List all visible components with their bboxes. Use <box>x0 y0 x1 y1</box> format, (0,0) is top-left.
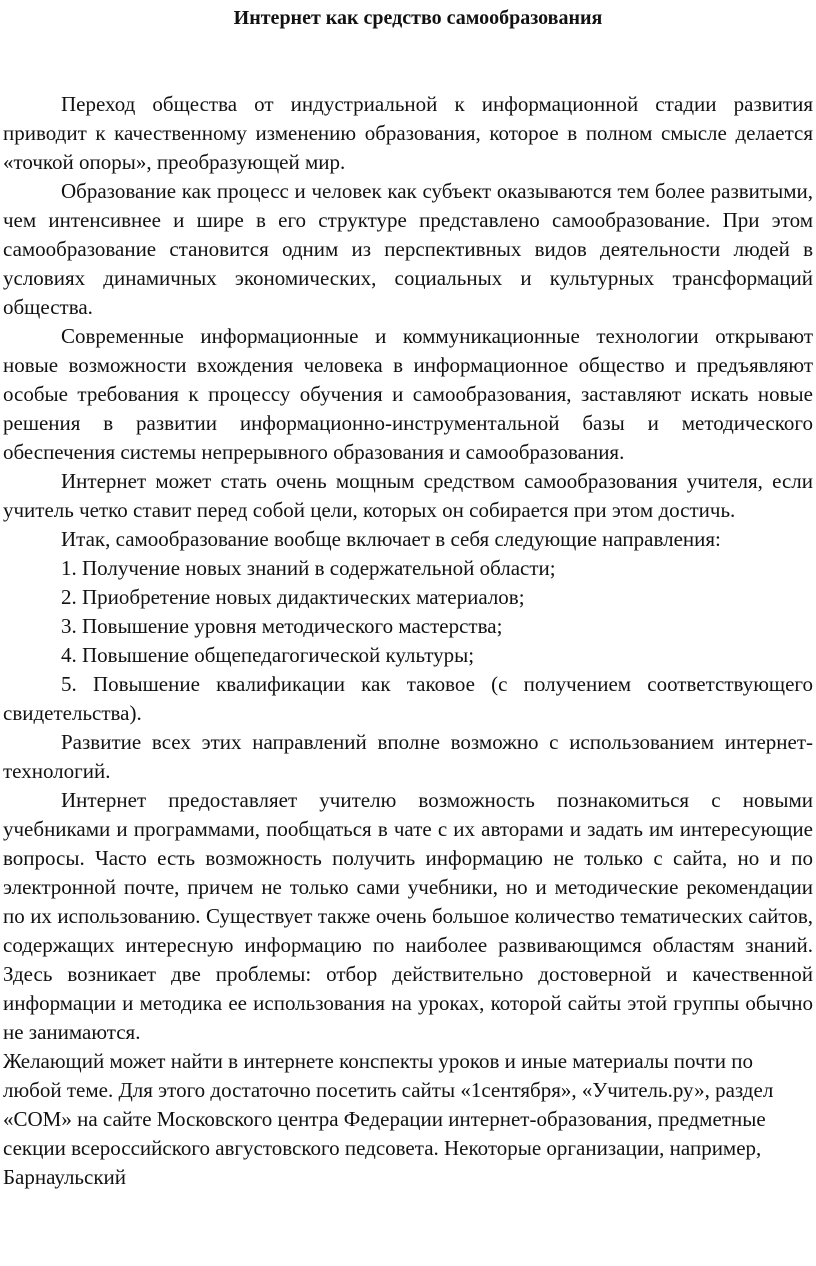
paragraph: Итак, самообразование вообще включает в себя следующие направления: <box>61 527 721 551</box>
final-paragraph: Желающий может найти в интернете конспекты уроков и иные материалы почти по любой теме. Для этого достаточно посетить сайты «1сентября», «Учитель.ру», раздел «СОМ» на сайте Московского центра Федерации интернет-образования, предметные секции всероссийского августовского педсовета. Некоторые организации, например, Барнаульский <box>3 1049 774 1189</box>
paragraph: Современные информационные и коммуникационные технологии открывают новые возможности вхождения человека в информационное общество и предъявляют особые требования к процессу обучения и самообразования, заставляют искать новые решения в развитии информационно-инструментальной базы и методического обеспечения системы непрерывного образования и самообразования. <box>3 324 813 464</box>
paragraph: Развитие всех этих направлений вполне возможно с использованием интернет-технологий. <box>3 730 813 783</box>
paragraph: Интернет предоставляет учителю возможность познакомиться с новыми учебниками и программами, пообщаться в чате с их авторами и задать им интересующие вопросы. Часто есть возможность получить информацию не только с сайта, но и по электронной почте, причем не только сами учебники, но и методические рекомендации по их использованию. Существует также очень большое количество тематических сайтов, содержащих интересную информацию по наиболее развивающимся областям знаний. Здесь возникает две проблемы: отбор действительно достоверной и качественной информации и методика ее использования на уроках, которой сайты этой группы обычно не занимаются. <box>3 788 813 1044</box>
document-title: Интернет как средство самообразования <box>233 7 603 29</box>
list-item: 5. Повышение квалификации как таковое (с получением соответствующего свидетельства). <box>3 672 813 725</box>
list-item: 3. Повышение уровня методического мастерства; <box>61 614 503 638</box>
paragraph: Образование как процесс и человек как субъект оказываются тем более развитыми, чем интенсивнее и шире в его структуре представлено самообразование. При этом самообразование становится одним из перспективных видов деятельности людей в условиях динамичных экономических, социальных и культурных трансформаций общества. <box>3 179 813 319</box>
document-body <box>3 90 813 1192</box>
paragraph: Переход общества от индустриальной к информационной стадии развития приводит к качественному изменению образования, которое в полном смысле делается «точкой опоры», преобразующей мир. <box>3 92 813 174</box>
list-item: 4. Повышение общепедагогической культуры; <box>61 643 475 667</box>
paragraph: Интернет может стать очень мощным средством самообразования учителя, если учитель четко ставит перед собой цели, которых он собирается при этом достичь. <box>3 469 813 522</box>
list-item: 1. Получение новых знаний в содержательной области; <box>61 556 556 580</box>
list-item: 2. Приобретение новых дидактических материалов; <box>61 585 525 609</box>
